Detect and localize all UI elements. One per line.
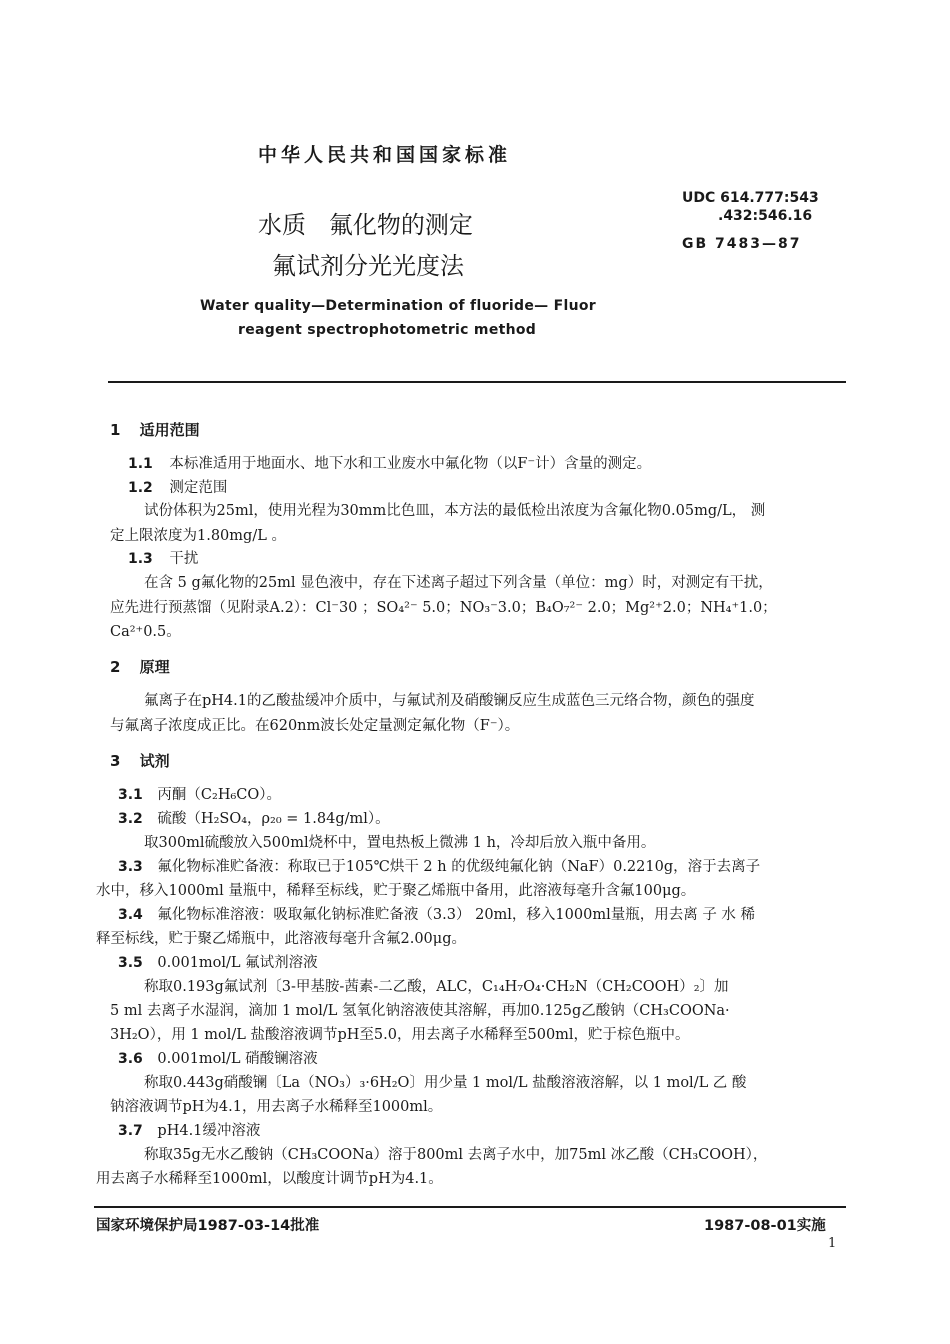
clause-3-5-text-line1: 称取0.193g氟试剂〔3-甲基胺-茜素-二乙酸，ALC，C₁₄H₇O₄·CH₂N（CH₂COOH）₂〕加 — [144, 979, 729, 995]
section-number: 1 — [110, 421, 121, 439]
clause-3-5-text-line2: 5 ml 去离子水湿润，滴加 1 mol/L 氢氧化钠溶液使其溶解，再加0.125g乙酸钠（CH₃COONa· — [110, 1003, 730, 1019]
chinese-title-line1: 水质 氟化物的测定 — [258, 211, 473, 239]
section-2-text-line2: 与氟离子浓度成正比。在620nm波长处定量测定氟化物（F⁻）。 — [110, 718, 520, 734]
clause-3-5-text-line3: 3H₂O），用 1 mol/L 盐酸溶液调节pH至5.0，用去离子水稀释至500ml，贮于棕色瓶中。 — [110, 1027, 690, 1043]
section-2-heading — [110, 656, 170, 677]
clause-3-7-text-line1: 称取35g无水乙酸钠（CH₃COONa）溶于800ml 去离子水中，加75ml 冰乙酸（CH₃COOH）， — [144, 1147, 768, 1163]
clause-3-7-text-line2: 用去离子水稀释至1000ml，以酸度计调节pH为4.1。 — [96, 1171, 443, 1187]
clause-3-2: 3.2 硫酸（H₂SO₄，ρ₂₀ = 1.84g/ml）。 — [118, 811, 390, 827]
english-title-line2: reagent spectrophotometric method — [238, 322, 537, 338]
clause-1-2-text-line2: 定上限浓度为1.80mg/L 。 — [110, 528, 286, 544]
gb-code: GB 7483—87 — [682, 236, 802, 252]
clause-3-4-line2: 释至标线，贮于聚乙烯瓶中，此溶液每毫升含氟2.00μg。 — [96, 931, 466, 947]
clause-1-2-text-line1: 试份体积为25ml，使用光程为30mm比色皿，本方法的最低检出浓度为含氟化物0.05mg/L， 测 — [144, 503, 766, 519]
clause-3-3-line1: 3.3 氟化物标准贮备液：称取已于105℃烘干 2 h 的优级纯氟化钠（NaF）0.2210g，溶于去离子 — [118, 859, 761, 875]
page-number: 1 — [828, 1236, 837, 1251]
clause-1-3-text-line2: 应先进行预蒸馏（见附录A.2）：Cl⁻30 ；SO₄²⁻ 5.0；NO₃⁻3.0；B₄O₇²⁻ 2.0；Mg²⁺2.0；NH₄⁺1.0； — [110, 600, 777, 616]
effective-date: 1987-08-01实施 — [704, 1218, 826, 1234]
clause-3-3-line2: 水中，移入1000ml 量瓶中，稀释至标线，贮于聚乙烯瓶中备用，此溶液每毫升含氟100μg。 — [96, 883, 696, 899]
header-divider — [108, 381, 846, 383]
english-title-line1: Water quality—Determination of fluoride— Fluor — [200, 298, 596, 314]
clause-1-3-heading: 1.3 干扰 — [128, 551, 199, 567]
section-title: 试剂 — [139, 752, 170, 770]
udc-code-line1: UDC 614.777:543 — [682, 190, 819, 206]
section-number: 3 — [110, 752, 121, 770]
clause-3-7-heading: 3.7 pH4.1缓冲溶液 — [118, 1123, 261, 1139]
udc-code-line2: .432:546.16 — [718, 208, 813, 224]
clause-3-6-heading: 3.6 0.001mol/L 硝酸镧溶液 — [118, 1051, 318, 1067]
section-number: 2 — [110, 658, 121, 676]
section-title: 原理 — [139, 658, 170, 676]
national-standard-heading: 中华人民共和国国家标准 — [258, 144, 512, 166]
clause-3-4-line1: 3.4 氟化物标准溶液：吸取氟化钠标准贮备液（3.3） 20ml，移入1000ml量瓶，用去离 子 水 稀 — [118, 907, 756, 923]
section-2-text-line1: 氟离子在pH4.1的乙酸盐缓冲介质中，与氟试剂及硝酸镧反应生成蓝色三元络合物，颜色的强度 — [144, 693, 755, 709]
section-1-heading — [110, 419, 200, 440]
approval-date: 国家环境保护局1987-03-14批准 — [96, 1218, 320, 1234]
footer-divider — [94, 1206, 846, 1208]
clause-1-3-text-line3: Ca²⁺0.5。 — [110, 624, 181, 640]
clause-1-2-heading: 1.2 测定范围 — [128, 480, 228, 496]
section-3-heading — [110, 750, 170, 771]
clause-1-1: 1.1 本标准适用于地面水、地下水和工业废水中氟化物（以F⁻计）含量的测定。 — [128, 456, 652, 472]
chinese-title-line2: 氟试剂分光光度法 — [272, 252, 464, 280]
clause-3-6-text-line2: 钠溶液调节pH为4.1，用去离子水稀释至1000ml。 — [110, 1099, 443, 1115]
section-title: 适用范围 — [139, 421, 200, 439]
clause-1-3-text-line1: 在含 5 g氟化物的25ml 显色液中，存在下述离子超过下列含量（单位：mg）时，对测定有干扰， — [144, 575, 773, 591]
clause-3-6-text-line1: 称取0.443g硝酸镧〔La（NO₃）₃·6H₂O〕用少量 1 mol/L 盐酸溶液溶解，以 1 mol/L 乙 酸 — [144, 1075, 747, 1091]
clause-3-2-text: 取300ml硫酸放入500ml烧杯中，置电热板上微沸 1 h，冷却后放入瓶中备用。 — [144, 835, 656, 851]
clause-3-5-heading: 3.5 0.001mol/L 氟试剂溶液 — [118, 955, 318, 971]
clause-3-1: 3.1 丙酮（C₂H₆CO）。 — [118, 787, 282, 803]
